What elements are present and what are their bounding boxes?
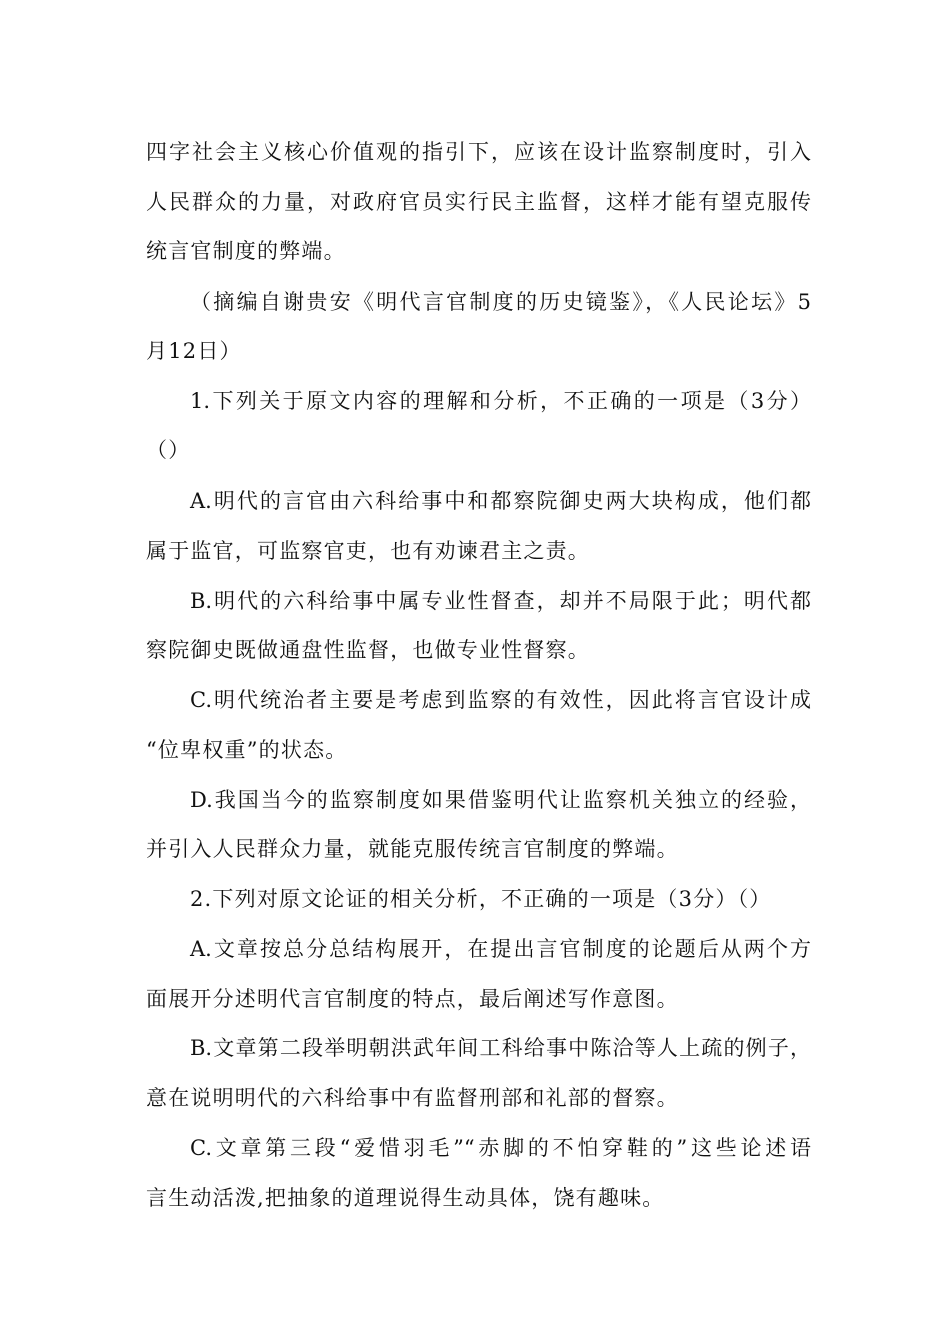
option-a: 面展开分述明代言官制度的特点，最后阐述写作意图。 bbox=[146, 987, 679, 1011]
option-d: 并引入人民群众力量，就能克服传统言官制度的弊端。 bbox=[146, 837, 679, 861]
text-line: 人民群众的力量，对政府官员实行民主监督，这样才能有望克服传 bbox=[146, 190, 811, 214]
question-1-stem: 1.下列关于原文内容的理解和分析，不正确的一项是（3分） bbox=[190, 389, 811, 413]
text-line: 统言官制度的弊端。 bbox=[146, 239, 346, 263]
option-c: 言生动活泼,把抽象的道理说得生动具体，饶有趣味。 bbox=[146, 1186, 665, 1210]
option-b: B.文章第二段举明朝洪武年间工科给事中陈洽等人上疏的例子， bbox=[190, 1036, 811, 1060]
question-1-blank: （） bbox=[146, 438, 191, 462]
question-2-stem: 2.下列对原文论证的相关分析，不正确的一项是（3分）（） bbox=[190, 887, 772, 911]
text-line: 四字社会主义核心价值观的指引下，应该在设计监察制度时，引入 bbox=[146, 140, 811, 164]
option-c: C.明代统治者主要是考虑到监察的有效性，因此将言官设计成 bbox=[190, 688, 811, 712]
option-b: 察院御史既做通盘性监督，也做专业性督察。 bbox=[146, 638, 590, 662]
option-d: D.我国当今的监察制度如果借鉴明代让监察机关独立的经验， bbox=[190, 788, 811, 812]
option-a: 属于监官，可监察官吏，也有劝谏君主之责。 bbox=[146, 539, 590, 563]
option-a: A.明代的言官由六科给事中和都察院御史两大块构成，他们都 bbox=[190, 489, 811, 513]
citation-line: （摘编自谢贵安《明代言官制度的历史镜鉴》，《人民论坛》5 bbox=[190, 290, 811, 314]
option-b: 意在说明明代的六科给事中有监督刑部和礼部的督察。 bbox=[146, 1086, 679, 1110]
option-c: “位卑权重”的状态。 bbox=[146, 738, 348, 762]
option-c: C.文章第三段“爱惜羽毛”“赤脚的不怕穿鞋的”这些论述语 bbox=[190, 1136, 811, 1160]
option-a: A.文章按总分总结构展开，在提出言官制度的论题后从两个方 bbox=[190, 937, 811, 961]
option-b: B.明代的六科给事中属专业性督查，却并不局限于此；明代都 bbox=[190, 589, 811, 613]
citation-line: 月12日） bbox=[146, 339, 242, 363]
